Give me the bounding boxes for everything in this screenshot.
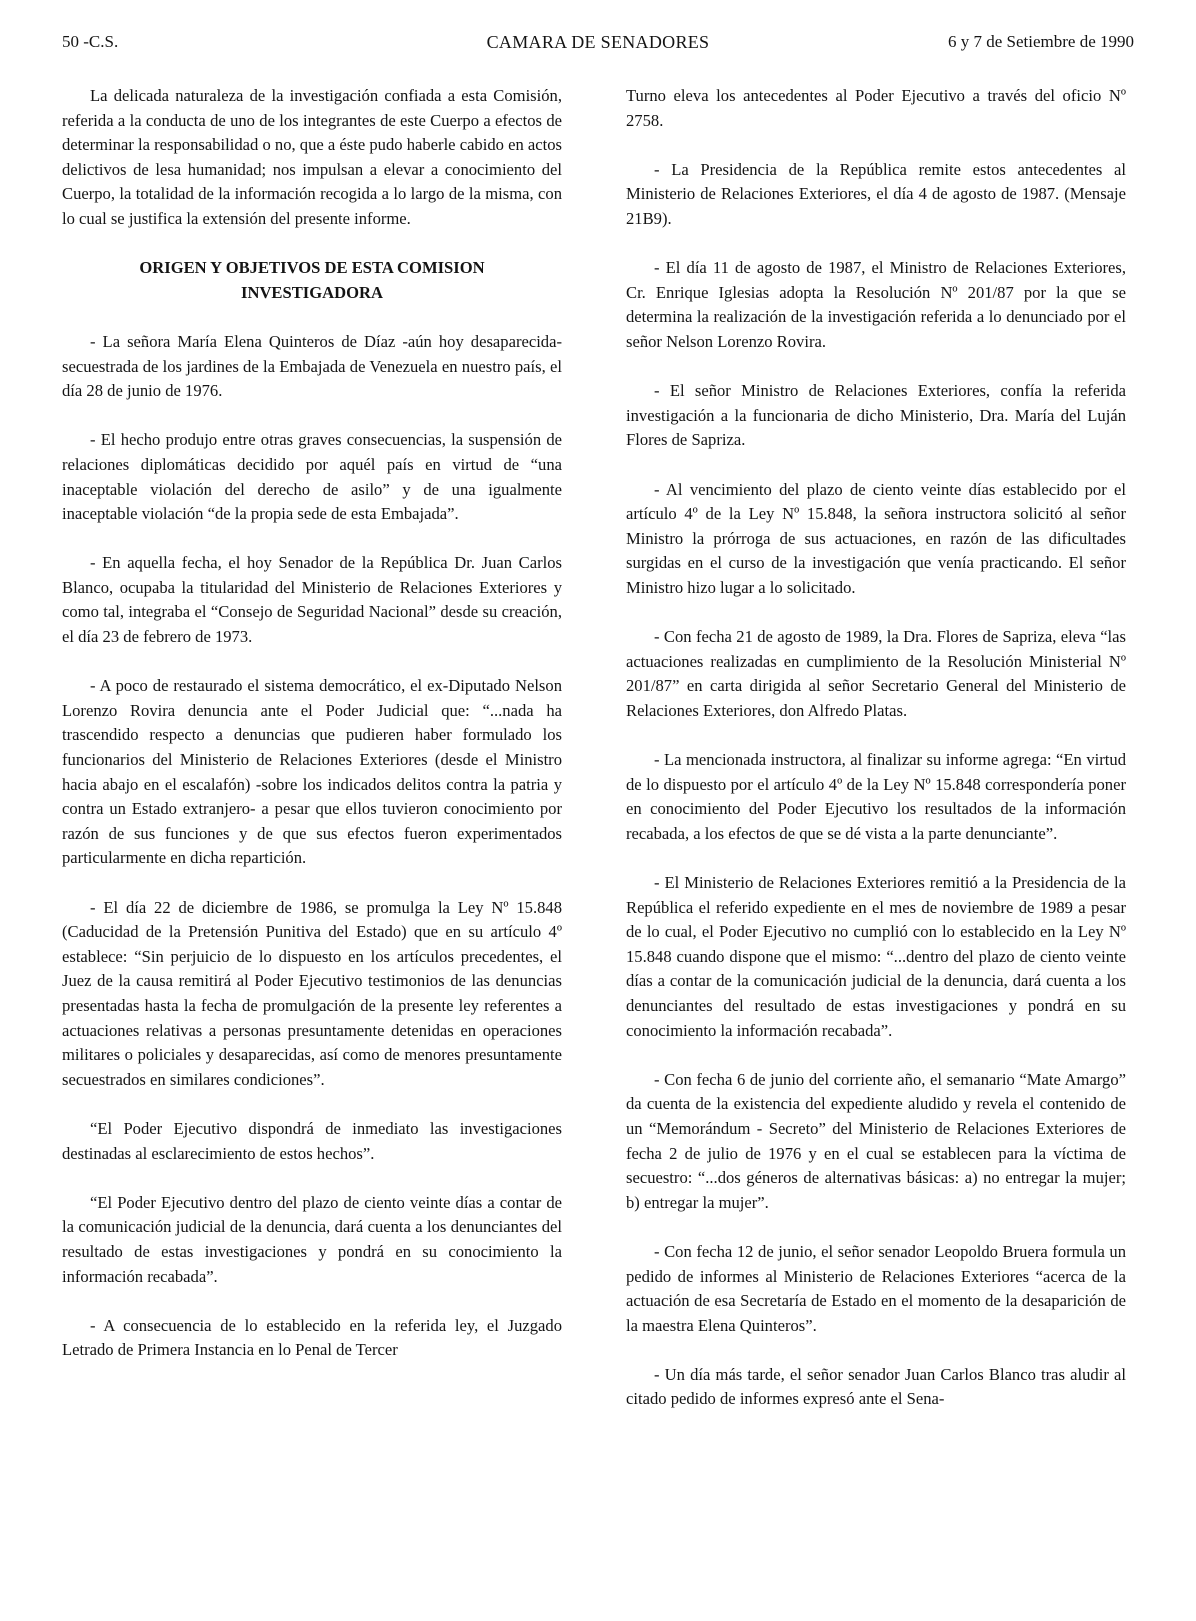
- paragraph: - Con fecha 6 de junio del corriente año, el semanario “Mate Amargo” da cuenta de la existencia del expediente aludido y revela el contenido de un “Memorándum - Secreto” del Ministerio de Relaciones Exteriores de fecha 2 de julio de 1976 y en el cual se establecen para la víctima de secuestro: “...dos géneros de alternativas básicas: a) no entregar la mujer; b) entregar la mujer”.: [626, 1069, 1126, 1212]
- page-number: 50 -C.S.: [62, 32, 119, 51]
- paragraph: - La Presidencia de la República remite estos antecedentes al Ministerio de Relaciones Exteriores, el día 4 de agosto de 1987. (Mensaje 21B9).: [626, 159, 1126, 228]
- section-heading-line1: ORIGEN Y OBJETIVOS DE ESTA COMISION: [139, 258, 485, 278]
- paragraph: - Con fecha 21 de agosto de 1989, la Dra. Flores de Sapriza, eleva “las actuaciones realizadas en cumplimiento de la Resolución Ministerial Nº 201/87” en carta dirigida al señor Secretario General del Ministerio de Relaciones Exteriores, don Alfredo Platas.: [626, 627, 1126, 720]
- section-heading-line2: INVESTIGADORA: [241, 282, 383, 302]
- paragraph: - Con fecha 12 de junio, el señor senador Leopoldo Bruera formula un pedido de informes al Ministerio de Relaciones Exteriores “acerca de la actuación de esa Secretaría de Estado en el momento de la desaparición de la maestra Elena Quinteros”.: [626, 1241, 1126, 1335]
- paragraph: - La mencionada instructora, al finalizar su informe agrega: “En virtud de lo dispuesto por el artículo 4º de la Ley Nº 15.848 correspondería poner en conocimiento del Poder Ejecutivo los resultados de la información recabada, a los efectos de que se dé vista a la parte denunciante”.: [626, 750, 1126, 843]
- publication-title: CAMARA DE SENADORES: [486, 32, 710, 52]
- paragraph: - A consecuencia de lo establecido en la referida ley, el Juzgado Letrado de Primera Instancia en lo Penal de Tercer: [62, 1315, 562, 1360]
- paragraph: - Al vencimiento del plazo de ciento veinte días establecido por el artículo 4º de la Ley Nº 15.848, la señora instructora solicitó al señor Ministro la prórroga de sus actuaciones, en razón de las dificultades surgidas en el curso de la investigación que venía practicando. El señor Ministro hizo lugar a lo solicitado.: [626, 479, 1126, 597]
- intro-paragraph: La delicada naturaleza de la investigación confiada a esta Comisión, referida a la conducta de uno de los integrantes de este Cuerpo a efectos de determinar la responsabilidad o no, que a éste pudo haberle cabido en actos delictivos de lesa humanidad; nos impulsan a elevar a conocimiento del Cuerpo, la totalidad de la información recogida a lo largo de la misma, con lo cual se justifica la extensión del presente informe.: [62, 86, 562, 228]
- paragraph: - A poco de restaurado el sistema democrático, el ex-Diputado Nelson Lorenzo Rovira denuncia ante el Poder Judicial que: “...nada ha trascendido respecto a denuncias que pudieren haber formulado los funcionarios del Ministerio de Relaciones Exteriores (desde el Ministro hacia abajo en el escalafón) -sobre los indicados delitos contra la patria y contra un Estado extranjero- a pesar que ellos tuvieron conocimiento por razón de sus funciones y de que sus efectos fueron experimentados particularmente en dicha repartición.: [62, 676, 562, 868]
- paragraph: - El día 11 de agosto de 1987, el Ministro de Relaciones Exteriores, Cr. Enrique Iglesias adopta la Resolución Nº 201/87 por la que se determina la realización de la investigación referida a lo denunciado por el señor Nelson Lorenzo Rovira.: [626, 258, 1126, 351]
- continued-paragraph: Turno eleva los antecedentes al Poder Ejecutivo a través del oficio Nº 2758.: [626, 86, 1126, 130]
- session-date: 6 y 7 de Setiembre de 1990: [947, 32, 1134, 51]
- paragraph: - La señora María Elena Quinteros de Díaz -aún hoy desaparecida- secuestrada de los jardines de la Embajada de Venezuela en nuestro país, el día 28 de junio de 1976.: [62, 331, 562, 401]
- quoted-paragraph: “El Poder Ejecutivo dispondrá de inmediato las investigaciones destinadas al esclarecimiento de estos hechos”.: [62, 1118, 562, 1163]
- paragraph: - El señor Ministro de Relaciones Exteriores, confía la referida investigación a la funcionaria de dicho Ministerio, Dra. María del Luján Flores de Sapriza.: [626, 381, 1126, 450]
- paragraph: - El día 22 de diciembre de 1986, se promulga la Ley Nº 15.848 (Caducidad de la Pretensión Punitiva del Estado) que en su artículo 4º establece: “Sin perjuicio de lo dispuesto en los artículos precedentes, el Juez de la causa remitirá al Poder Ejecutivo testimonios de las denuncias presentadas hasta la fecha de promulgación de la presente ley referentes a actuaciones relativas a personas presuntamente detenidas en operaciones militares o policiales y desaparecidas, así como de menores presuntamente secuestrados en similares condiciones”.: [62, 897, 562, 1089]
- paragraph: - Un día más tarde, el señor senador Juan Carlos Blanco tras aludir al citado pedido de informes expresó ante el Sena-: [626, 1364, 1126, 1409]
- right-column: [626, 84, 1126, 1437]
- left-column: [62, 84, 562, 1387]
- quoted-paragraph: “El Poder Ejecutivo dentro del plazo de ciento veinte días a contar de la comunicación judicial de la denuncia, dará cuenta a los denunciantes del resultado de estas investigaciones y pondrá en su conocimiento la información recabada”.: [62, 1192, 562, 1286]
- paragraph: - En aquella fecha, el hoy Senador de la República Dr. Juan Carlos Blanco, ocupaba la titularidad del Ministerio de Relaciones Exteriores y como tal, integraba el “Consejo de Seguridad Nacional” desde su creación, el día 23 de febrero de 1973.: [62, 553, 562, 647]
- paragraph: - El Ministerio de Relaciones Exteriores remitió a la Presidencia de la República el referido expediente en el mes de noviembre de 1989 a pesar de lo cual, el Poder Ejecutivo no cumplió con lo establecido en la Ley Nº 15.848 cuando dispone que el mismo: “...dentro del plazo de ciento veinte días a contar de la comunicación judicial de la denuncia, dará cuenta a los denunciantes del resultado de estas investigaciones y pondrá en su conocimiento la información recabada”.: [626, 873, 1126, 1040]
- paragraph: - El hecho produjo entre otras graves consecuencias, la suspensión de relaciones diplomáticas decidido por aquél país en virtud de “una inaceptable violación del derecho de asilo” y de una igualmente inaceptable violación “de la propia sede de esta Embajada”.: [62, 430, 562, 524]
- page-header: [62, 32, 1134, 58]
- section-heading: [62, 256, 562, 305]
